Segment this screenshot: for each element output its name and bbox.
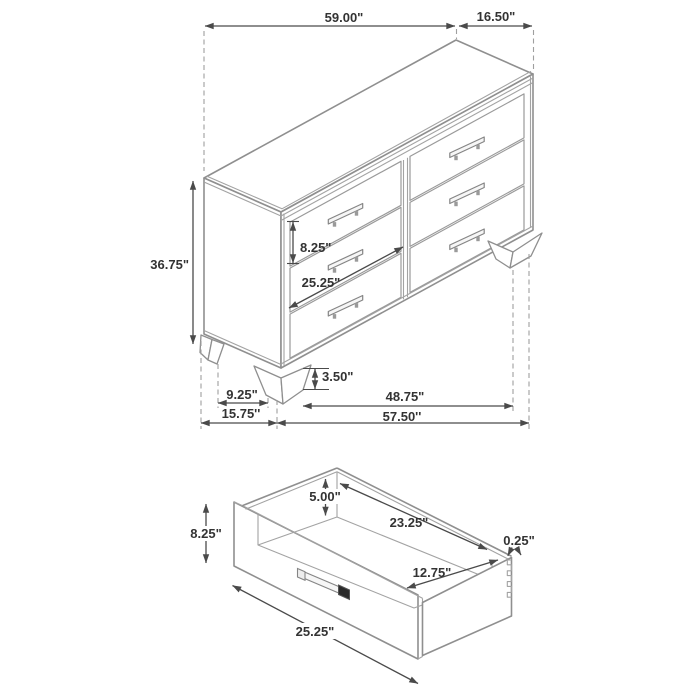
dresser-left-face	[204, 178, 281, 368]
dim-base-overall-width: 57.50''	[382, 409, 422, 424]
dim-overall-height: 36.75"	[150, 257, 189, 272]
dim-top-width: 59.00"	[324, 10, 364, 25]
dim-top-depth: 16.50"	[476, 9, 516, 24]
dim-drawer-inner-width: 12.75"	[412, 565, 452, 580]
dim-drawer-front-width: 25.25"	[301, 275, 341, 290]
dim-drawer-front-height: 8.25"	[190, 526, 222, 541]
drawer-body	[234, 468, 512, 659]
drawer-illustration	[189, 468, 535, 684]
dim-foot-height: 3.50"	[322, 369, 354, 384]
dim-drawer-inner-length: 23.25"	[389, 515, 429, 530]
dim-drawer-front-width: 25.25"	[295, 624, 335, 639]
dim-drawer-front-height: 8.25"	[300, 240, 332, 255]
dresser-illustration	[150, 9, 542, 429]
dim-drawer-inner-depth: 5.00"	[309, 489, 341, 504]
dim-drawer-side-thickness: 0.25"	[503, 533, 535, 548]
front-foot	[281, 365, 311, 404]
dim-base-front-width: 48.75"	[385, 389, 425, 404]
dim-foot-inset: 9.25"	[226, 387, 258, 402]
dim-base-depth: 15.75''	[221, 406, 261, 421]
